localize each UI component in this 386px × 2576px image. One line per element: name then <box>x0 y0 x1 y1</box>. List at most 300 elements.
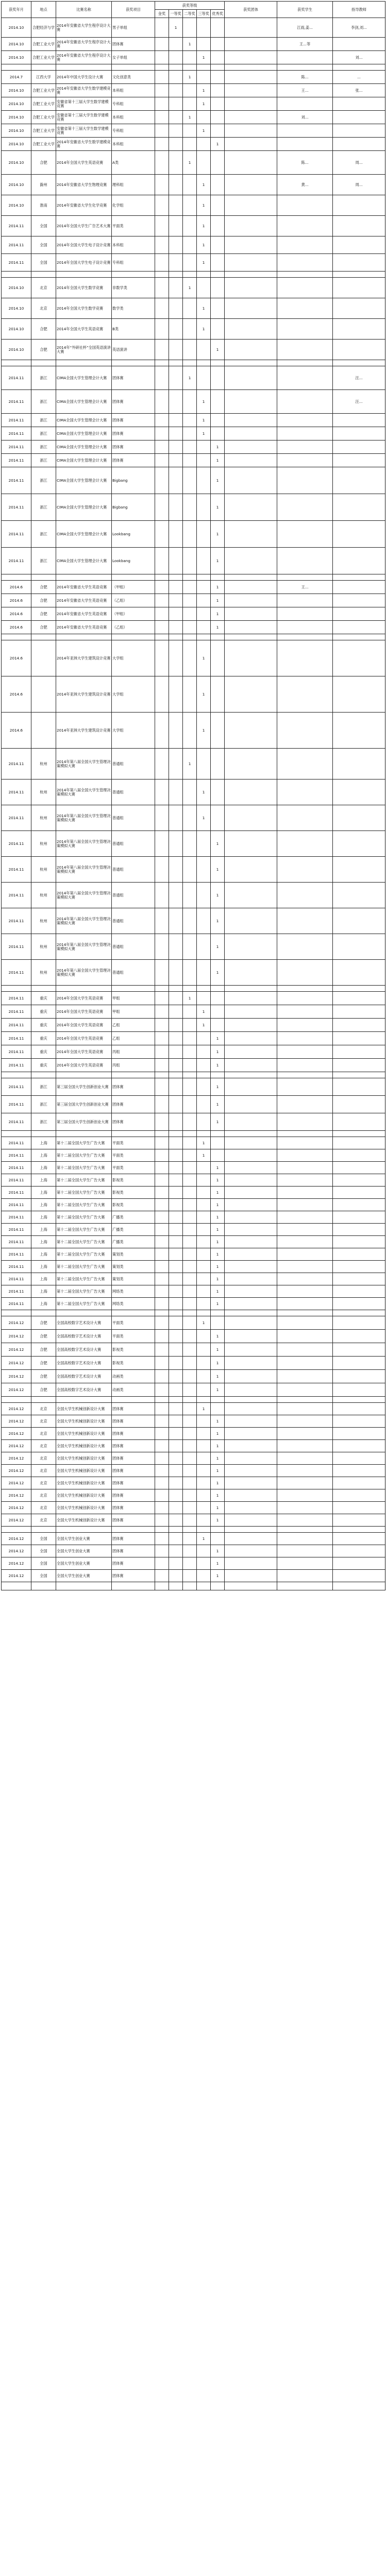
cell-unit <box>225 454 277 467</box>
cell-teacher <box>333 581 385 594</box>
cell-third: 1 <box>197 124 211 138</box>
cell-gold <box>155 97 169 111</box>
cell-event <box>56 634 112 640</box>
cell-date: 2014.11 <box>2 1174 31 1187</box>
cell-third <box>197 548 211 574</box>
table-row <box>2 960 385 986</box>
cell-students <box>277 831 333 857</box>
cell-event: 第十二届全国大学生广告大赛 <box>56 1285 112 1298</box>
cell-date <box>2 986 31 992</box>
cell-project: 团体赛 <box>112 1403 155 1415</box>
cell-third <box>197 1162 211 1174</box>
cell-third <box>197 1440 211 1452</box>
table-row <box>2 1045 385 1059</box>
table-row <box>2 594 385 607</box>
cell-project: 团体赛 <box>112 366 155 390</box>
cell-date: 2014.10 <box>2 340 31 360</box>
table-row <box>2 1477 385 1489</box>
cell-students <box>277 1428 333 1440</box>
cell-third: 1 <box>197 779 211 805</box>
cell-teacher <box>333 414 385 427</box>
cell-place: 合肥工业大学 <box>31 111 56 124</box>
cell-date: 2014.12 <box>2 1557 31 1570</box>
cell-event: 第十二届全国大学生广告大赛 <box>56 1211 112 1224</box>
cell-third <box>197 138 211 151</box>
cell-first <box>169 908 183 934</box>
cell-excellence: 1 <box>211 1502 225 1514</box>
cell-unit <box>225 1533 277 1545</box>
cell-students <box>277 1072 333 1078</box>
cell-first <box>169 454 183 467</box>
table-row <box>2 574 385 581</box>
cell-students <box>277 1248 333 1261</box>
cell-teacher <box>333 111 385 124</box>
table-row <box>2 390 385 414</box>
cell-excellence: 1 <box>211 1489 225 1502</box>
cell-date: 2014.12 <box>2 1570 31 1582</box>
cell-students <box>277 1137 333 1149</box>
cell-event: 第十二届全国大学生广告大赛 <box>56 1162 112 1174</box>
cell-second <box>183 1285 197 1298</box>
cell-event <box>56 272 112 278</box>
cell-unit <box>225 175 277 195</box>
cell-gold <box>155 1211 169 1224</box>
cell-excellence: 1 <box>211 1428 225 1440</box>
cell-project: 数学类 <box>112 298 155 319</box>
cell-first <box>169 1032 183 1045</box>
cell-first <box>169 1502 183 1514</box>
cell-event: CIMA全国大学生管理会计大赛 <box>56 494 112 521</box>
cell-place <box>31 1397 56 1403</box>
cell-second <box>183 97 197 111</box>
cell-unit <box>225 467 277 494</box>
cell-excellence: 1 <box>211 908 225 934</box>
cell-date: 2014.11 <box>2 1298 31 1310</box>
cell-students <box>277 1078 333 1096</box>
cell-teacher <box>333 298 385 319</box>
table-row <box>2 278 385 298</box>
cell-excellence: 1 <box>211 883 225 908</box>
cell-date: 2014.11 <box>2 1032 31 1045</box>
table-row <box>2 1452 385 1465</box>
cell-students <box>277 1527 333 1533</box>
cell-excellence <box>211 151 225 175</box>
cell-first <box>169 1248 183 1261</box>
cell-project: 普通组 <box>112 960 155 986</box>
cell-second: 1 <box>183 992 197 1005</box>
cell-first <box>169 175 183 195</box>
cell-gold <box>155 1261 169 1273</box>
cell-gold <box>155 71 169 84</box>
cell-unit <box>225 278 277 298</box>
cell-place: 浙江 <box>31 427 56 440</box>
cell-first <box>169 1162 183 1174</box>
cell-event: CIMA全国大学生管理会计大赛 <box>56 440 112 454</box>
header-unit: 获奖团体 <box>225 2 277 18</box>
cell-date: 2014.10 <box>2 278 31 298</box>
cell-third <box>197 574 211 581</box>
cell-second <box>183 340 197 360</box>
cell-students: 王... <box>277 581 333 594</box>
cell-third: 1 <box>197 1533 211 1545</box>
header-students: 获奖学生 <box>277 2 333 18</box>
cell-teacher <box>333 1174 385 1187</box>
cell-gold <box>155 390 169 414</box>
cell-students <box>277 1273 333 1285</box>
cell-third <box>197 1032 211 1045</box>
cell-event <box>56 986 112 992</box>
cell-students <box>277 1570 333 1582</box>
cell-students <box>277 779 333 805</box>
cell-unit <box>225 71 277 84</box>
cell-students <box>277 934 333 960</box>
cell-date <box>2 574 31 581</box>
cell-third <box>197 18 211 38</box>
cell-first <box>169 138 183 151</box>
cell-excellence: 1 <box>211 1273 225 1285</box>
cell-second: 1 <box>183 278 197 298</box>
cell-unit <box>225 440 277 454</box>
cell-unit <box>225 18 277 38</box>
cell-students <box>277 992 333 1005</box>
cell-excellence <box>211 992 225 1005</box>
cell-date: 2014.11 <box>2 236 31 254</box>
table-row <box>2 1096 385 1113</box>
cell-date: 2014.11 <box>2 1059 31 1072</box>
cell-project <box>112 1582 155 1590</box>
cell-first <box>169 1440 183 1452</box>
cell-second <box>183 272 197 278</box>
cell-date: 2014.12 <box>2 1514 31 1527</box>
cell-unit <box>225 1465 277 1477</box>
cell-excellence <box>211 1310 225 1316</box>
cell-students <box>277 1415 333 1428</box>
cell-event: CIMA全国大学生管理会计大赛 <box>56 467 112 494</box>
cell-students <box>277 1096 333 1113</box>
cell-second <box>183 494 197 521</box>
cell-students <box>277 254 333 272</box>
cell-excellence <box>211 986 225 992</box>
cell-third <box>197 634 211 640</box>
cell-unit <box>225 621 277 634</box>
cell-place <box>31 1310 56 1316</box>
table-row <box>2 1397 385 1403</box>
cell-event: 全国大学生机械创新设计大赛 <box>56 1477 112 1489</box>
cell-third: 1 <box>197 1005 211 1019</box>
cell-date: 2014.11 <box>2 1236 31 1248</box>
cell-date: 2014.12 <box>2 1489 31 1502</box>
cell-teacher <box>333 779 385 805</box>
cell-first <box>169 124 183 138</box>
cell-date: 2014.11 <box>2 1211 31 1224</box>
cell-place: 杭州 <box>31 831 56 857</box>
cell-date: 2014.12 <box>2 1357 31 1370</box>
cell-date: 2014.11 <box>2 427 31 440</box>
cell-first <box>169 1489 183 1502</box>
cell-gold <box>155 272 169 278</box>
cell-teacher <box>333 1211 385 1224</box>
cell-place: 浙江 <box>31 521 56 548</box>
cell-gold <box>155 1343 169 1357</box>
cell-date: 2014.12 <box>2 1428 31 1440</box>
table-row <box>2 195 385 216</box>
cell-project: 甲组 <box>112 1005 155 1019</box>
cell-event: CIMA全国大学生管理会计大赛 <box>56 454 112 467</box>
cell-event: 全国大学生创业大赛 <box>56 1545 112 1557</box>
cell-third <box>197 1261 211 1273</box>
cell-place: 全国 <box>31 1533 56 1545</box>
cell-event: CIMA全国大学生管理会计大赛 <box>56 548 112 574</box>
cell-second <box>183 676 197 713</box>
cell-project: 平面类 <box>112 1330 155 1343</box>
cell-unit <box>225 494 277 521</box>
cell-first <box>169 1187 183 1199</box>
cell-first <box>169 857 183 883</box>
cell-project: 团体赛 <box>112 427 155 440</box>
cell-excellence <box>211 390 225 414</box>
cell-project <box>112 1072 155 1078</box>
cell-second <box>183 1316 197 1330</box>
cell-date: 2014.10 <box>2 175 31 195</box>
cell-place: 北京 <box>31 1502 56 1514</box>
cell-students <box>277 883 333 908</box>
table-row <box>2 298 385 319</box>
cell-second <box>183 1527 197 1533</box>
cell-place: 合肥 <box>31 581 56 594</box>
cell-students <box>277 986 333 992</box>
cell-place: 北京 <box>31 1403 56 1415</box>
cell-third <box>197 1131 211 1137</box>
cell-place: 杭州 <box>31 908 56 934</box>
cell-excellence: 1 <box>211 1187 225 1199</box>
cell-gold <box>155 857 169 883</box>
cell-excellence: 1 <box>211 1078 225 1096</box>
cell-third <box>197 883 211 908</box>
cell-excellence <box>211 64 225 71</box>
cell-date <box>2 634 31 640</box>
cell-second <box>183 1415 197 1428</box>
cell-excellence: 1 <box>211 857 225 883</box>
cell-project: 广播类 <box>112 1211 155 1224</box>
cell-third <box>197 64 211 71</box>
cell-place: 浙江 <box>31 366 56 390</box>
cell-students <box>277 1477 333 1489</box>
cell-place: 浙江 <box>31 548 56 574</box>
table-row <box>2 1465 385 1477</box>
cell-gold <box>155 634 169 640</box>
cell-third <box>197 1452 211 1465</box>
cell-teacher <box>333 574 385 581</box>
cell-second <box>183 1533 197 1545</box>
table-row <box>2 1316 385 1330</box>
cell-second <box>183 779 197 805</box>
cell-third <box>197 366 211 390</box>
cell-place: 浙江 <box>31 440 56 454</box>
cell-second <box>183 1045 197 1059</box>
cell-teacher <box>333 1316 385 1330</box>
table-row <box>2 64 385 71</box>
cell-first <box>169 1174 183 1187</box>
table-row <box>2 236 385 254</box>
cell-project: 理科组 <box>112 175 155 195</box>
cell-gold <box>155 1078 169 1096</box>
table-row <box>2 1248 385 1261</box>
cell-unit <box>225 195 277 216</box>
cell-unit <box>225 366 277 390</box>
cell-gold <box>155 175 169 195</box>
cell-teacher <box>333 272 385 278</box>
cell-students <box>277 1298 333 1310</box>
cell-third <box>197 1570 211 1582</box>
cell-place: 上海 <box>31 1187 56 1199</box>
cell-third: 1 <box>197 236 211 254</box>
cell-place: 全国 <box>31 1570 56 1582</box>
cell-gold <box>155 319 169 340</box>
cell-gold <box>155 1570 169 1582</box>
cell-third <box>197 360 211 366</box>
cell-gold <box>155 1403 169 1415</box>
cell-second <box>183 1211 197 1224</box>
cell-teacher <box>333 1187 385 1199</box>
cell-teacher <box>333 1527 385 1533</box>
cell-place: 合肥 <box>31 340 56 360</box>
cell-place: 杭州 <box>31 883 56 908</box>
cell-event: 2014年安徽省大学生英语竞赛 <box>56 581 112 594</box>
cell-event <box>56 360 112 366</box>
cell-teacher <box>333 278 385 298</box>
cell-place <box>31 64 56 71</box>
cell-project <box>112 1527 155 1533</box>
cell-teacher <box>333 883 385 908</box>
cell-first <box>169 1545 183 1557</box>
cell-place: 北京 <box>31 278 56 298</box>
cell-students <box>277 1514 333 1527</box>
cell-project: 团体赛 <box>112 1514 155 1527</box>
table-row <box>2 1224 385 1236</box>
cell-students <box>277 1452 333 1465</box>
cell-first <box>169 1096 183 1113</box>
cell-date: 2014.11 <box>2 1149 31 1162</box>
cell-first <box>169 986 183 992</box>
table-row <box>2 934 385 960</box>
cell-place: 浙江 <box>31 390 56 414</box>
cell-second <box>183 1570 197 1582</box>
cell-unit <box>225 1357 277 1370</box>
cell-place: 合肥工业大学 <box>31 51 56 64</box>
cell-gold <box>155 51 169 64</box>
cell-unit <box>225 1428 277 1440</box>
cell-third <box>197 521 211 548</box>
cell-event: 2014年安徽省大学生英语竞赛 <box>56 621 112 634</box>
cell-teacher <box>333 216 385 236</box>
cell-date: 2014.11 <box>2 1162 31 1174</box>
cell-third: 1 <box>197 676 211 713</box>
cell-second <box>183 883 197 908</box>
cell-teacher <box>333 986 385 992</box>
cell-second <box>183 574 197 581</box>
cell-excellence: 1 <box>211 1113 225 1131</box>
cell-third <box>197 1199 211 1211</box>
cell-teacher <box>333 1570 385 1582</box>
cell-project <box>112 64 155 71</box>
cell-unit <box>225 1570 277 1582</box>
cell-third <box>197 960 211 986</box>
cell-second <box>183 124 197 138</box>
cell-project: Lookbang <box>112 548 155 574</box>
cell-teacher <box>333 1236 385 1248</box>
table-row <box>2 1343 385 1357</box>
cell-date: 2014.6 <box>2 713 31 749</box>
cell-first <box>169 1477 183 1489</box>
cell-first <box>169 1059 183 1072</box>
cell-excellence <box>211 195 225 216</box>
cell-third <box>197 1370 211 1383</box>
cell-date: 2014.6 <box>2 594 31 607</box>
cell-teacher <box>333 749 385 779</box>
header-first: 一等奖 <box>169 10 183 18</box>
cell-second <box>183 1248 197 1261</box>
cell-gold <box>155 216 169 236</box>
cell-gold <box>155 18 169 38</box>
cell-teacher <box>333 1162 385 1174</box>
cell-place: 北京 <box>31 1452 56 1465</box>
cell-gold <box>155 1310 169 1316</box>
cell-students: 刘... <box>277 111 333 124</box>
cell-gold <box>155 360 169 366</box>
cell-gold <box>155 908 169 934</box>
cell-second <box>183 1397 197 1403</box>
cell-date: 2014.11 <box>2 1224 31 1236</box>
cell-unit <box>225 960 277 986</box>
cell-gold <box>155 934 169 960</box>
table-row <box>2 831 385 857</box>
cell-excellence <box>211 713 225 749</box>
cell-teacher <box>333 1137 385 1149</box>
cell-third: 1 <box>197 175 211 195</box>
cell-place: 合肥 <box>31 621 56 634</box>
cell-unit <box>225 1019 277 1032</box>
cell-third <box>197 1514 211 1527</box>
cell-project: 团体赛 <box>112 1096 155 1113</box>
cell-excellence: 1 <box>211 548 225 574</box>
table-row <box>2 548 385 574</box>
cell-excellence <box>211 18 225 38</box>
cell-date: 2014.10 <box>2 84 31 97</box>
cell-second <box>183 986 197 992</box>
cell-project <box>112 1310 155 1316</box>
cell-event: 2014年安徽省大学生物理竞赛 <box>56 175 112 195</box>
cell-date: 2014.11 <box>2 366 31 390</box>
cell-teacher <box>333 1415 385 1428</box>
cell-event: 第十二届全国大学生广告大赛 <box>56 1137 112 1149</box>
cell-teacher <box>333 1397 385 1403</box>
cell-first <box>169 1273 183 1285</box>
cell-project: 本科组 <box>112 236 155 254</box>
cell-place: 合肥 <box>31 1357 56 1370</box>
cell-second <box>183 414 197 427</box>
cell-excellence: 1 <box>211 1383 225 1397</box>
cell-third <box>197 340 211 360</box>
cell-project: 本科组 <box>112 84 155 97</box>
cell-second <box>183 960 197 986</box>
cell-gold <box>155 1316 169 1330</box>
cell-project: 专科组 <box>112 254 155 272</box>
cell-place <box>31 1072 56 1078</box>
cell-unit <box>225 97 277 111</box>
cell-event: 2014年全国大学生英语竞赛 <box>56 1019 112 1032</box>
cell-excellence <box>211 779 225 805</box>
cell-date: 2014.11 <box>2 805 31 831</box>
